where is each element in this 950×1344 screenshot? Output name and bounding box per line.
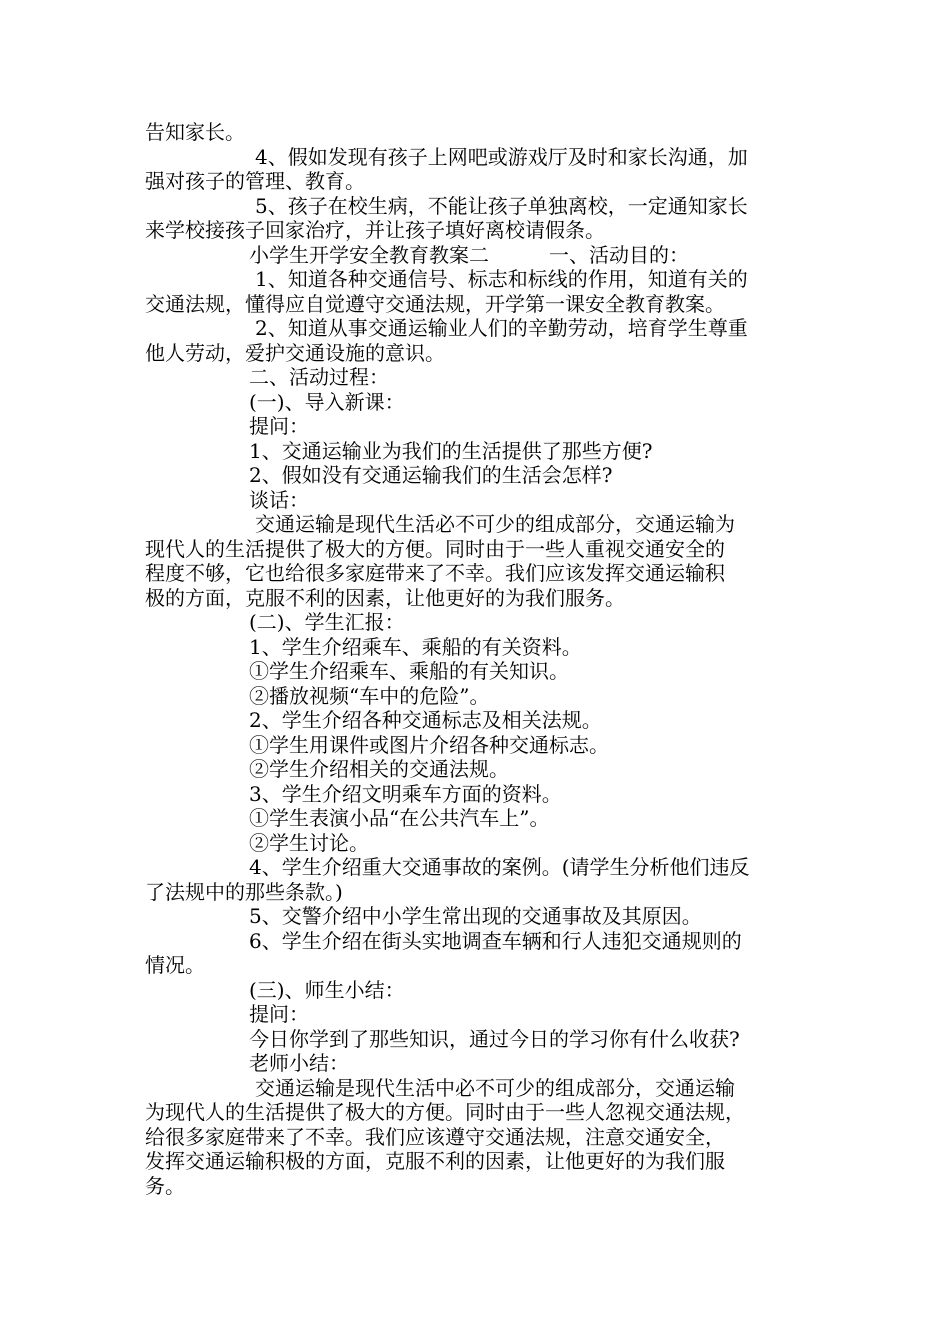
- text-line: 强对孩子的管理、教育。: [145, 169, 365, 193]
- text-line: 1、知道各种交通信号、标志和标线的作用，知道有关的: [255, 267, 748, 291]
- text-line: ②播放视频“车中的危险”。: [249, 683, 490, 708]
- text-line: ①学生用课件或图片介绍各种交通标志。: [249, 732, 609, 757]
- text-line: 二、活动过程：: [249, 365, 389, 389]
- text-line: 交通运输是现代生活中必不可少的组成部分，交通运输: [255, 1075, 735, 1100]
- text-line: 2、知道从事交通运输业人们的辛勤劳动，培育学生尊重: [255, 316, 748, 340]
- text-line: 了法规中的那些条款。): [145, 879, 343, 904]
- text-line: 6、学生介绍在街头实地调查车辆和行人违犯交通规则的: [249, 928, 742, 953]
- text-line: 小学生开学安全教育教案二 一、活动目的：: [249, 242, 689, 267]
- text-line: 4、学生介绍重大交通事故的案例。(请学生分析他们违反: [249, 855, 750, 879]
- text-line: 5、交警介绍中小学生常出现的交通事故及其原因。: [249, 904, 702, 928]
- text-line: 务。: [145, 1173, 185, 1198]
- text-line: 1、学生介绍乘车、乘船的有关资料。: [249, 634, 582, 659]
- text-line: 程度不够，它也给很多家庭带来了不幸。我们应该发挥交通运输积: [145, 561, 725, 585]
- text-line: 老师小结：: [249, 1051, 349, 1075]
- text-line: 2、假如没有交通运输我们的生活会怎样?: [249, 463, 613, 487]
- text-line: 来学校接孩子回家治疗，并让孩子填好离校请假条。: [145, 218, 605, 242]
- text-line: 5、孩子在校生病，不能让孩子单独离校，一定通知家长: [255, 193, 748, 218]
- text-line: ②学生介绍相关的交通法规。: [249, 757, 509, 781]
- text-line: 谈话：: [249, 487, 309, 512]
- text-line: 交通法规，懂得应自觉遵守交通法规，开学第一课安全教育教案。: [145, 291, 725, 316]
- text-line: 情况。: [145, 953, 205, 977]
- text-line: 4、假如发现有孩子上网吧或游戏厅及时和家长沟通，加: [255, 144, 748, 169]
- text-line: ①学生表演小品“在公共汽车上”。: [249, 806, 550, 830]
- text-line: 今日你学到了那些知识，通过今日的学习你有什么收获?: [249, 1026, 740, 1051]
- text-line: (三)、师生小结：: [249, 977, 405, 1002]
- text-line: 发挥交通运输积极的方面，克服不利的因素，让他更好的为我们服: [145, 1149, 725, 1173]
- text-line: 3、学生介绍文明乘车方面的资料。: [249, 781, 562, 806]
- text-line: 2、学生介绍各种交通标志及相关法规。: [249, 708, 602, 732]
- text-line: 为现代人的生活提供了极大的方便。同时由于一些人忽视交通法规，: [145, 1100, 745, 1124]
- text-line: ①学生介绍乘车、乘船的有关知识。: [249, 659, 569, 683]
- text-line: 现代人的生活提供了极大的方便。同时由于一些人重视交通安全的: [145, 536, 725, 561]
- text-line: 他人劳动，爱护交通设施的意识。: [145, 340, 445, 365]
- text-line: 1、交通运输业为我们的生活提供了那些方便?: [249, 438, 653, 463]
- text-line: 给很多家庭带来了不幸。我们应该遵守交通法规，注意交通安全，: [145, 1124, 725, 1149]
- text-line: 告知家长。: [145, 120, 245, 144]
- text-line: (二)、学生汇报：: [249, 610, 405, 634]
- text-line: 提问：: [249, 414, 309, 438]
- text-line: (一)、导入新课：: [249, 389, 405, 414]
- text-line: 极的方面，克服不利的因素，让他更好的为我们服务。: [145, 585, 625, 610]
- text-line: 提问：: [249, 1002, 309, 1026]
- document-body: [145, 120, 810, 1198]
- text-line: 交通运输是现代生活必不可少的组成部分，交通运输为: [255, 512, 735, 536]
- text-line: ②学生讨论。: [249, 830, 369, 855]
